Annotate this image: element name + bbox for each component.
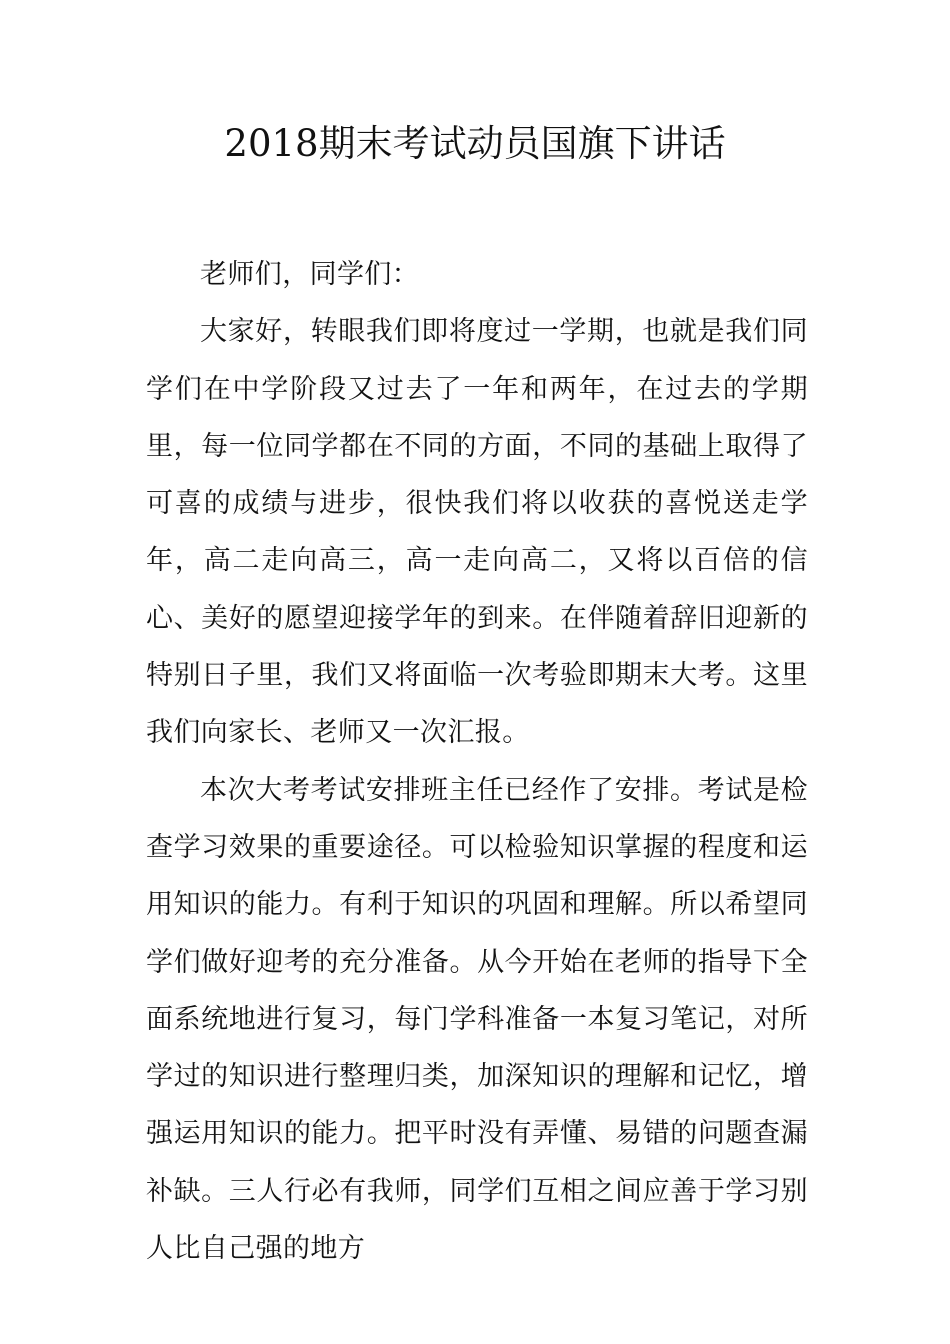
document-body bbox=[146, 246, 808, 1277]
paragraph-exam-arrangement: 本次大考考试安排班主任已经作了安排。考试是检查学习效果的重要途径。可以检验知识掌握的程度和运用知识的能力。有利于知识的巩固和理解。所以希望同学们做好迎考的充分准备。从今开始在老师的指导下全面系统地进行复习，每门学科准备一本复习笔记，对所学过的知识进行整理归类，加深知识的理解和记忆，增强运用知识的能力。把平时没有弄懂、易错的问题查漏补缺。三人行必有我师，同学们互相之间应善于学习别人比自己强的地方 bbox=[146, 774, 808, 1265]
paragraph-opening: 大家好，转眼我们即将度过一学期，也就是我们同学们在中学阶段又过去了一年和两年，在过去的学期里，每一位同学都在不同的方面，不同的基础上取得了可喜的成绩与进步，很快我们将以收获的喜悦送走学年，高二走向高三，高一走向高二，又将以百倍的信心、美好的愿望迎接学年的到来。在伴随着辞旧迎新的特别日子里，我们又将面临一次考验即期末大考。这里我们向家长、老师又一次汇报。 bbox=[146, 316, 808, 749]
paragraph-greeting: 老师们，同学们： bbox=[200, 259, 420, 290]
document-title: 2018期末考试动员国旗下讲话 bbox=[224, 122, 726, 165]
